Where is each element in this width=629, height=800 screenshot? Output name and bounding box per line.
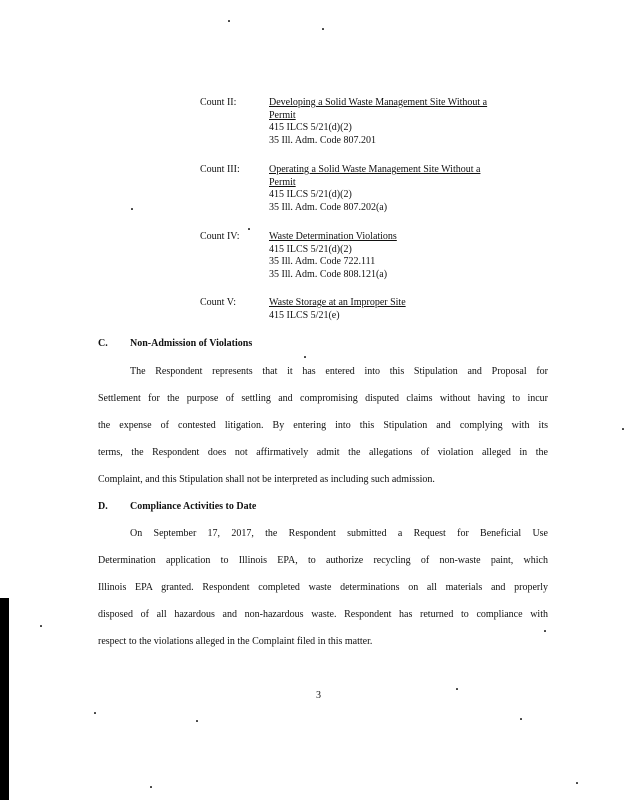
count-title: Permit bbox=[269, 109, 296, 121]
scan-speck bbox=[196, 720, 198, 722]
count-label: Count III: bbox=[200, 164, 240, 175]
paragraph-line: Determination application to Illinois EPA, to authorize recycling of non-waste paint, which bbox=[98, 555, 548, 566]
paragraph-line: terms, the Respondent does not affirmatively admit the allegations of violation alleged in the bbox=[98, 447, 548, 458]
scan-speck bbox=[150, 786, 152, 788]
paragraph-line: Complaint, and this Stipulation shall not be interpreted as including such admission. bbox=[98, 474, 435, 485]
count-citation: 35 Ill. Adm. Code 807.202(a) bbox=[269, 201, 388, 213]
scan-speck bbox=[228, 20, 230, 22]
scan-speck bbox=[304, 356, 306, 358]
count-citation: 415 ILCS 5/21(d)(2) bbox=[269, 189, 352, 200]
count-label: Count II: bbox=[200, 97, 237, 108]
count-title: Operating a Solid Waste Management Site Without a bbox=[269, 164, 481, 175]
scan-speck bbox=[544, 630, 546, 632]
scan-speck bbox=[248, 228, 250, 230]
scan-speck bbox=[94, 712, 96, 714]
scan-speck bbox=[456, 688, 458, 690]
scan-edge-bar bbox=[0, 598, 9, 800]
count-citation: 35 Ill. Adm. Code 808.121(a) bbox=[269, 268, 388, 280]
count-title: Waste Determination Violations bbox=[269, 231, 397, 242]
paragraph-line: respect to the violations alleged in the Complaint filed in this matter. bbox=[98, 636, 373, 647]
count-citation: 415 ILCS 5/21(d)(2) bbox=[269, 243, 352, 255]
scan-speck bbox=[131, 208, 133, 210]
page-number: 3 bbox=[316, 690, 321, 701]
section-letter: C. bbox=[98, 338, 108, 349]
paragraph-line: The Respondent represents that it has entered into this Stipulation and Proposal for bbox=[130, 366, 548, 377]
count-citation: 35 Ill. Adm. Code 807.201 bbox=[269, 134, 376, 146]
paragraph-line: Settlement for the purpose of settling and compromising disputed claims without having to incur bbox=[98, 393, 548, 404]
count-title: Permit bbox=[269, 176, 296, 188]
paragraph-line: Illinois EPA granted. Respondent completed waste determinations on all materials and properly bbox=[98, 582, 548, 593]
paragraph-line: disposed of all hazardous and non-hazardous waste. Respondent has returned to compliance with bbox=[98, 609, 548, 620]
count-label: Count V: bbox=[200, 297, 237, 308]
paragraph-line: On September 17, 2017, the Respondent submitted a Request for Beneficial Use bbox=[130, 528, 548, 539]
count-title: Developing a Solid Waste Management Site Without a bbox=[269, 97, 488, 108]
scan-speck bbox=[40, 625, 42, 627]
count-title: Waste Storage at an Improper Site bbox=[269, 297, 406, 308]
section-letter: D. bbox=[98, 501, 108, 512]
count-citation: 415 ILCS 5/21(e) bbox=[269, 309, 340, 321]
paragraph-line: the expense of contested litigation. By entering into this Stipulation and complying with its bbox=[98, 420, 548, 431]
section-title: Compliance Activities to Date bbox=[130, 501, 257, 512]
count-citation: 415 ILCS 5/21(d)(2) bbox=[269, 122, 352, 133]
scan-speck bbox=[576, 782, 578, 784]
scan-speck bbox=[520, 718, 522, 720]
count-label: Count IV: bbox=[200, 231, 240, 242]
scan-speck bbox=[322, 28, 324, 30]
count-citation: 35 Ill. Adm. Code 722.111 bbox=[269, 256, 376, 267]
scan-speck bbox=[622, 428, 624, 430]
section-title: Non-Admission of Violations bbox=[130, 338, 253, 349]
